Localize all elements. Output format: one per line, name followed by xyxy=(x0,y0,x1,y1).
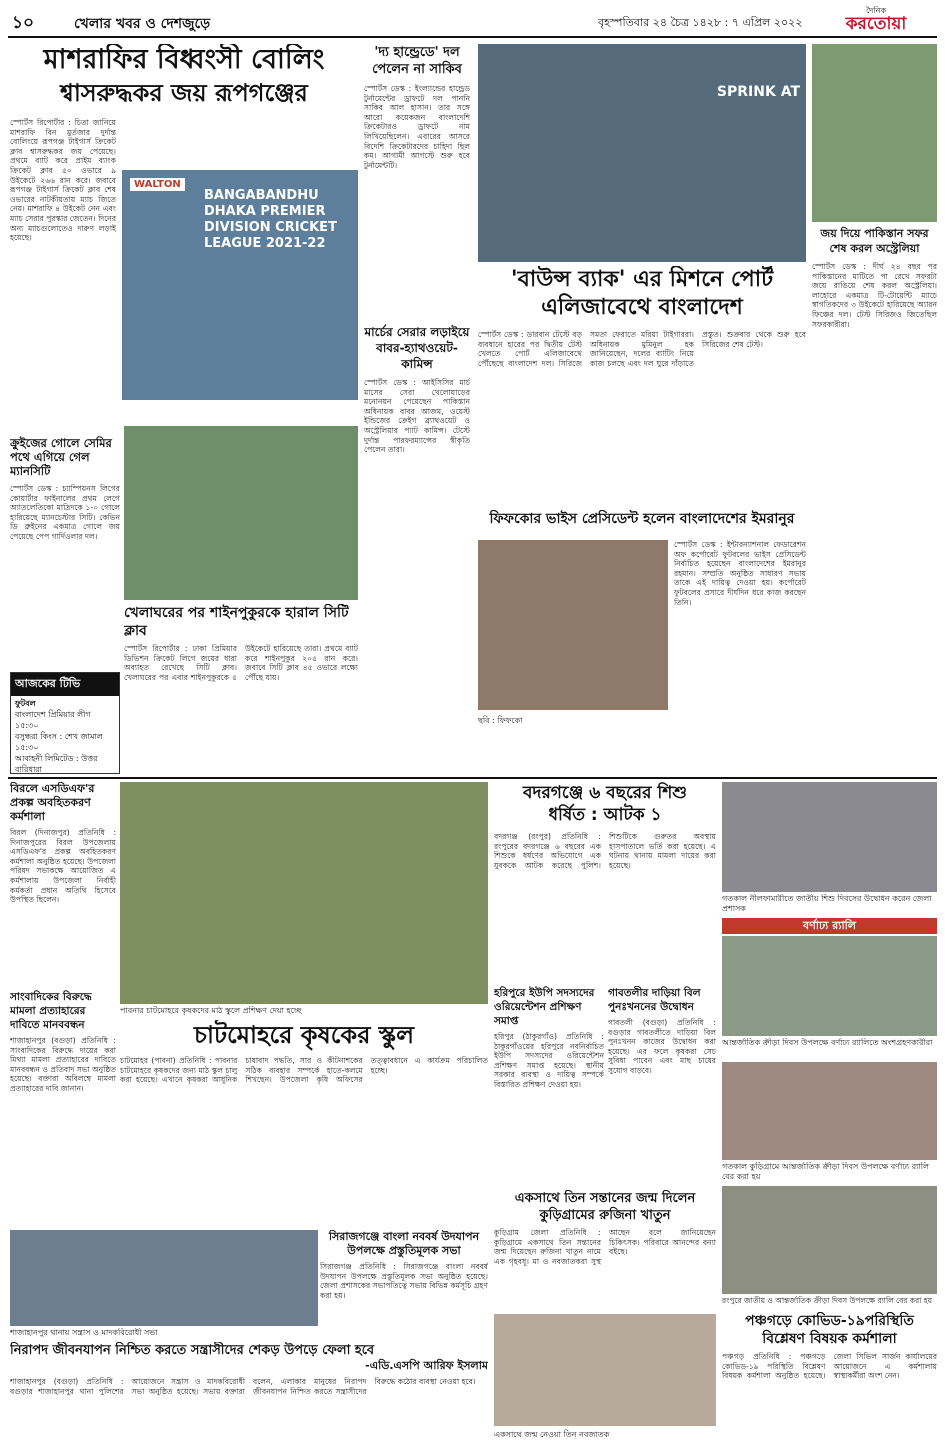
divider-horizontal xyxy=(8,777,937,779)
children-photo xyxy=(722,782,937,892)
award-photo xyxy=(124,426,358,600)
newspaper-logo: দৈনিক করতোয়া xyxy=(845,6,907,34)
badarganj-body: বদরগঞ্জ (রংপুর) প্রতিনিধি : রংপুরের বদরগঞ্জে ৬ বছরের এক শিশুকে ধর্ষণের অভিযোগে এক যুবককে আটক করেছে পুলিশ। শিশুটিকে গুরুতর অবস্থায় হাসপাতালে ভর্তি করা হয়েছে। এ ঘটনায় থানায় মামলা দায়ের করা হয়েছে। xyxy=(494,832,716,870)
bounce-story xyxy=(478,266,806,506)
hundred-story xyxy=(364,44,470,314)
schedule-time-2: ১৫:৩০ xyxy=(15,743,39,752)
page-number: ১০ xyxy=(12,13,35,33)
main-photo xyxy=(122,170,358,400)
bus-text: SPRINK AT xyxy=(716,84,800,100)
cityclub-story xyxy=(124,604,358,772)
union-story xyxy=(494,986,604,1186)
fifco-headline: ফিফকোর ভাইস প্রেসিডেন্ট হলেন বাংলাদেশের ইমরানুর xyxy=(489,511,795,527)
bounce-headline-2: এলিজাবেথে বাংলাদেশ xyxy=(541,295,743,320)
workshop-body: বিরল (দিনাজপুর) প্রতিনিধি : দিনাজপুরের বিরল উপজেলায় এসডিএফ'র প্রকল্প অবহিতকরণ কর্মশালা অনুষ্ঠিত হয়েছে। উপজেলা পরিষদ সভাকক্ষে আয়োজিত এ কর্মশালায় উপজেলা নির্বাহী কর্মকর্তা প্রধান অতিথি হিসেবে উপস্থিত ছিলেন। xyxy=(10,828,116,905)
covid-body: পঞ্চগড় প্রতিনিধি : পঞ্চগড়ে কোভিড-১৯ পরিস্থিতি বিশ্লেষণ বিষয়ক কর্মশালা অনুষ্ঠিত হয়েছে। জেলা সিভিল সার্জন কার্যালয়ের আয়োজনে এ কর্মশালায় স্বাস্থ্যকর্মীরা অংশ নেন। xyxy=(722,1352,937,1381)
main-headline-2: শ্বাসরুদ্ধকর জয় রূপগঞ্জের xyxy=(60,79,308,107)
right-caption-2: আন্তর্জাতিক ক্রীড়া দিবস উপলক্ষে বর্ণাঢ্য র‌্যালিতে অংশগ্রহণকারীরা xyxy=(722,1038,933,1047)
pakistan-body: স্পোর্টস ডেস্ক : দীর্ঘ ২৪ বছর পর পাকিস্তানের মাটিতে পা রেখে সফরটা জয়ে রাঙিয়ে শেষ করল অস্ট্রেলিয়া। লাহোরে একমাত্র টি-টোয়েন্টি ম্যাচে স্বাগতিকদের ৩ উইকেটে হারিয়েছে অ্যারন ফিঞ্চের দল। টেস্ট সিরিজও জিতেছিল সফরকারীরা। xyxy=(812,262,937,329)
triplet-photo xyxy=(494,1314,716,1426)
babar-headline: মার্চের সেরার লড়াইয়ে বাবর-হ্যাথওয়েট-কামিন্স xyxy=(364,325,470,371)
right-caption-4: রংপুরে জাতীয় ও আন্তর্জাতিক ক্রীড়া দিবস উপলক্ষে র‌্যালি বের করা হয় xyxy=(722,1296,933,1305)
police-photo xyxy=(10,1230,318,1326)
badarganj-headline-1: বদরগঞ্জে ৬ বছরের শিশু xyxy=(523,783,687,803)
case-story xyxy=(10,990,116,1226)
right-caption-3: গতকাল কুড়িগ্রামে আন্তর্জাতিক ক্রীড়া দিবস উপলক্ষে বর্ণাঢ্য র‌্যালি বের করা হয় xyxy=(722,1162,930,1181)
schedule-title: আজকের টিভি xyxy=(11,673,119,696)
page-header xyxy=(8,6,937,38)
police-body: শাজাহানপুর (বগুড়া) প্রতিনিধি : বগুড়ার শাজাহানপুর থানা পুলিশের আয়োজনে সন্ত্রাস ও মাদকবিরোধী সভা অনুষ্ঠিত হয়েছে। সভায় বক্তারা বলেন, এলাকার মানুষের নিরাপদ জীবনযাপন নিশ্চিত করতে সন্ত্রাসীদের বিরুদ্ধে কঠোর ব্যবস্থা নেওয়া হবে। xyxy=(10,1377,476,1396)
babar-body: স্পোর্টস ডেস্ক : আইসিসির মার্চ মাসের সেরা খেলোয়াড়ের মনোনয়ন পেয়েছেন পাকিস্তান অধিনায়ক বাবর আজম, ওয়েস্ট ইন্ডিজের ক্রেইগ ব্র্যাথওয়েট ও অস্ট্রেলিয়ার প্যাট কামিন্স। টেস্টে দুর্দান্ত পারফরম্যান্সের স্বীকৃতি পেলেন তারা। xyxy=(364,378,470,455)
bil-body: গাবতলী (বগুড়া) প্রতিনিধি : বগুড়ার গাবতলীতে দাড়িয়া বিল পুনঃখনন কাজের উদ্বোধন করা হয়েছে। এর ফলে কৃষকরা সেচ সুবিধা পাবেন এবং মাছ চাষের সুযোগ বাড়বে। xyxy=(608,1018,716,1075)
badarganj-headline-2: ধর্ষিত : আটক ১ xyxy=(548,805,662,825)
bounce-photo xyxy=(478,44,806,262)
triplet-headline-2: কুড়িগ্রামের রুজিনা খাতুন xyxy=(539,1208,671,1223)
bil-story xyxy=(608,986,716,1186)
fifco-caption: ছবি : ফিফকো xyxy=(478,716,523,725)
sirajganj-body: সিরাজগঞ্জ প্রতিনিধি : সিরাজগঞ্জে বাংলা নববর্ষ উদযাপন উপলক্ষে প্রস্তুতিমূলক সভা অনুষ্ঠিত হয়েছে। জেলা প্রশাসকের সভাপতিত্বে সভায় বিভিন্ন কর্মসূচি গ্রহণ করা হয়। xyxy=(320,1262,488,1300)
cityclub-body: স্পোর্টস রিপোর্টার : ঢাকা প্রিমিয়ার ডিভিশন ক্রিকেট লিগে জয়ের ধারা অব্যাহত রেখেছে সিটি ক্লাব। খেলাঘরের পর এবার শাইনপুকুরকে ৫ উইকেটে হারিয়েছে তারা। প্রথমে ব্যাট করে শাইনপুকুর ২০৫ রান করে। জবাবে সিটি ক্লাব ৪৫ ওভারে লক্ষ্যে পৌঁছে যায়। xyxy=(124,644,358,682)
rally-banner: বর্ণাঢ্য র‌্যালি xyxy=(722,918,937,934)
schedule-label: ফুটবল xyxy=(15,699,36,708)
main-body: স্পোর্টস রিপোর্টার : চিতা জানিয়ে মাশরাফি বিন মুর্তজার দুর্দান্ত বোলিংয়ে রূপগঞ্জ টাইগার্স ক্রিকেট ক্লাব শ্বাসরুদ্ধকর জয় পেয়েছে। প্রথমে ব্যাট করে প্রাইম ব্যাংক ক্রিকেট ক্লাব ৫০ ওভারে ৯ উইকেটে ২৬৬ রান করে। জবাবে রূপগঞ্জ টাইগার্স ক্রিকেট ক্লাব শেষ ওভারের নাটকীয়তায় ম্যাচ জিতে নেয়। মাশরাফি ৪ উইকেট নেন এবং ম্যাচ সেরার পুরস্কার জেতেন। দিনের অন্য ম্যাচগুলোতেও দারুণ লড়াই হয়েছে। xyxy=(10,118,117,243)
fifco-photo xyxy=(478,540,668,710)
sirajganj-headline: সিরাজগঞ্জে বাংলা নববর্ষ উদযাপন উপলক্ষে প্রস্তুতিমূলক সভা xyxy=(328,1230,480,1257)
rally-photo-3 xyxy=(722,1186,937,1294)
bounce-headline-1: 'বাউন্স ব্যাক' এর মিশনে পোর্ট xyxy=(510,267,774,292)
union-body: হরিপুর (ঠাকুরগাঁও) প্রতিনিধি : ঠাকুরগাঁওয়ের হরিপুরে নবনির্বাচিত ইউপি সদস্যদের ওরিয়েন্টেশন প্রশিক্ষণ সমাপ্ত হয়েছে। স্থানীয় সরকার ব্যবস্থা ও দায়িত্ব সম্পর্কে বিস্তারিত প্রশিক্ষণ দেওয়া হয়। xyxy=(494,1032,604,1089)
workshop-headline: বিরলে এসডিএফ'র প্রকল্প অবহিতকরণ কর্মশালা xyxy=(10,782,95,823)
triplet-headline-1: একসাথে তিন সন্তানের জন্ম দিলেন xyxy=(514,1191,696,1206)
schedule-match-1: বসুন্ধরা কিংস : শেখ জামাল xyxy=(15,732,103,741)
farmer-headline: চাটমোহরে কৃষকের স্কুল xyxy=(194,1021,414,1049)
pakistan-headline-2: শেষ করল অস্ট্রেলিয়া xyxy=(829,242,920,255)
workshop-story xyxy=(10,782,116,982)
mancity-headline: ক্রুইজের গোলে সেমির পথে এগিয়ে গেল ম্যানসিটি xyxy=(10,436,112,478)
triplet-story xyxy=(494,1190,716,1446)
cityclub-headline: খেলাঘরের পর শাইনপুকুরকে হারাল সিটি ক্লাব xyxy=(124,605,349,639)
schedule-match-2: আবাহনী লিমিটেড : উত্তর বারিধারা xyxy=(15,754,98,774)
farmer-body: চাটমোহর (পাবনা) প্রতিনিধি : পাবনার চাটমোহরে কৃষকদের জন্য মাঠ স্কুল চালু করা হয়েছে। এখানে কৃষকরা আধুনিক চাষাবাদ পদ্ধতি, সার ও কীটনাশকের সঠিক ব্যবহার সম্পর্কে হাতে-কলমে শিখছেন। উপজেলা কৃষি অফিসের তত্ত্বাবধানে এ কার্যক্রম পরিচালিত হচ্ছে। xyxy=(120,1056,488,1085)
trees-photo xyxy=(812,44,937,222)
mancity-body: স্পোর্টস ডেস্ক : চ্যাম্পিয়নস লিগের কোয়ার্টার ফাইনালের প্রথম লেগে অ্যাতলেতিকো মাদ্রিদকে ১-০ গোলে হারিয়েছে ম্যানচেস্টার সিটি। কেভিন ডি ব্রুইনের একমাত্র গোলে জয় পেয়েছে পেপ গার্দিওলার দল। xyxy=(10,484,120,541)
sirajganj-story xyxy=(320,1230,488,1342)
farmer-caption: পাবনার চাটমোহরে কৃষকদের মাঠ স্কুলে প্রশিক্ষণ দেয়া হচ্ছে xyxy=(120,1006,302,1015)
walton-sponsor: WALTON xyxy=(130,178,185,191)
fifco-body: স্পোর্টস ডেস্ক : ইন্টারন্যাশনাল ফেডারেশন অফ কর্পোরেট ফুটবলের ভাইস প্রেসিডেন্ট নির্বাচিত হয়েছেন বাংলাদেশের ইমরানুর রহমান। সম্প্রতি অনুষ্ঠিত সাধারণ সভায় তাকে এই দায়িত্ব দেওয়া হয়। কর্পোরেট ফুটবলের প্রসারে দীর্ঘদিন ধরে কাজ করছেন তিনি। xyxy=(674,540,806,607)
fifco-story xyxy=(478,510,806,772)
farmer-story xyxy=(120,1020,488,1230)
schedule-league: বাংলাদেশ প্রিমিয়ার লীগ xyxy=(15,710,91,719)
triplet-body: কুড়িগ্রাম জেলা প্রতিনিধি : কুড়িগ্রামে একসাথে তিন সন্তানের জন্ম দিয়েছেন রুজিনা খাতুন নামে এক গৃহবধূ। মা ও নবজাতকরা সুস্থ আছেন বলে জানিয়েছেন চিকিৎসক। পরিবারে আনন্দের বন্যা বইছে। xyxy=(494,1228,716,1266)
case-body: শাজাহানপুর (বগুড়া) প্রতিনিধি : সাংবাদিকের বিরুদ্ধে দায়ের করা মিথ্যা মামলা প্রত্যাহারের দাবিতে মানববন্ধন ও প্রতিবাদ সভা অনুষ্ঠিত হয়েছে। বক্তারা অবিলম্বে মামলা প্রত্যাহারের দাবি জানান। xyxy=(10,1036,116,1093)
rally-photo-1 xyxy=(722,936,937,1036)
pakistan-headline-1: জয় দিয়ে পাকিস্তান সফর xyxy=(820,227,929,240)
police-caption: শাজাহানপুর থানায় সন্ত্রাস ও মাদকবিরোধী সভা xyxy=(10,1328,158,1337)
covid-headline-1: পঞ্চগড়ে কোভিড-১৯পরিস্থিতি xyxy=(745,1313,914,1329)
covid-story xyxy=(722,1312,937,1446)
schedule-time-1: ১৫:৩০ xyxy=(15,721,39,730)
bounce-body: স্পোর্টস ডেস্ক : ডারবান টেস্টে বড় ব্যবধানে হারের পর দ্বিতীয় টেস্ট খেলতে পোর্ট এলিজাবেথে পৌঁছেছে বাংলাদেশ দল। সিরিজে সমতা ফেরাতে মরিয়া টাইগাররা। অধিনায়ক মুমিনুল হক জানিয়েছেন, দলের ব্যাটিং নিয়ে কাজ চলছে এবং দল ঘুরে দাঁড়াতে প্রস্তুত। শুক্রবার থেকে শুরু হবে সিরিজের শেষ টেস্ট। xyxy=(478,330,806,368)
police-story xyxy=(10,1342,488,1446)
main-story xyxy=(10,44,358,414)
photo-banner-text: BANGABANDHU DHAKA PREMIER DIVISION CRICKET LEAGUE 2021-22 xyxy=(204,188,337,251)
section-title: খেলার খবর ও দেশজুড়ে xyxy=(74,16,211,32)
badarganj-story xyxy=(494,782,716,982)
bil-headline: গাবতলীর দাড়িয়া বিল পুনঃখননের উদ্বোধন xyxy=(608,987,701,1013)
pakistan-story xyxy=(812,226,937,772)
main-headline-1: মাশরাফির বিধ্বংসী বোলিং xyxy=(43,44,325,75)
triplet-caption: একসাথে জন্ম নেওয়া তিন নবজাতক xyxy=(494,1430,610,1439)
case-headline: সাংবাদিকের বিরুদ্ধে মামলা প্রত্যাহারের দাবিতে মানববন্ধন xyxy=(10,991,92,1031)
rally-photo-2 xyxy=(722,1062,937,1160)
covid-headline-2: বিশ্লেষণ বিষয়ক কর্মশালা xyxy=(762,1331,897,1347)
issue-date: বৃহস্পতিবার ২৪ চৈত্র ১৪২৮ : ৭ এপ্রিল ২০২২ xyxy=(598,16,803,29)
tv-schedule xyxy=(10,672,120,774)
farmer-photo xyxy=(120,782,488,1004)
police-headline: নিরাপদ জীবনযাপন নিশ্চিত করতে সন্ত্রাসীদের শেকড় উপড়ে ফেলা হবে xyxy=(10,1343,375,1358)
babar-story xyxy=(364,324,470,772)
union-headline: হরিপুরে ইউপি সদস্যদের ওরিয়েন্টেশন প্রশিক্ষণ সমাপ্ত xyxy=(494,987,595,1027)
police-byline: -এডি.এসপি আরিফ ইসলাম xyxy=(365,1359,488,1372)
hundred-headline: 'দ্য হান্ড্রেডে' দল পেলেন না সাকিব xyxy=(372,45,462,77)
hundred-body: স্পোর্টস ডেস্ক : ইংল্যান্ডের হান্ড্রেড টুর্নামেন্টের ড্রাফটে দল পাননি সাকিব আল হাসান। তার সঙ্গে আরো কয়েকজন বাংলাদেশি ক্রিকেটারও ড্রাফটে নাম লিখিয়েছিলেন। এবারের আসরে বিদেশি ক্রিকেটারদের চাহিদা ছিল কম। আগামী আগস্টে শুরু হবে টুর্নামেন্টটি। xyxy=(364,84,470,170)
mancity-story xyxy=(10,436,120,668)
right-caption-1: গতকাল নীলফামারীতে জাতীয় শিশু দিবসের উদ্বোধন করেন জেলা প্রশাসক xyxy=(722,894,932,913)
